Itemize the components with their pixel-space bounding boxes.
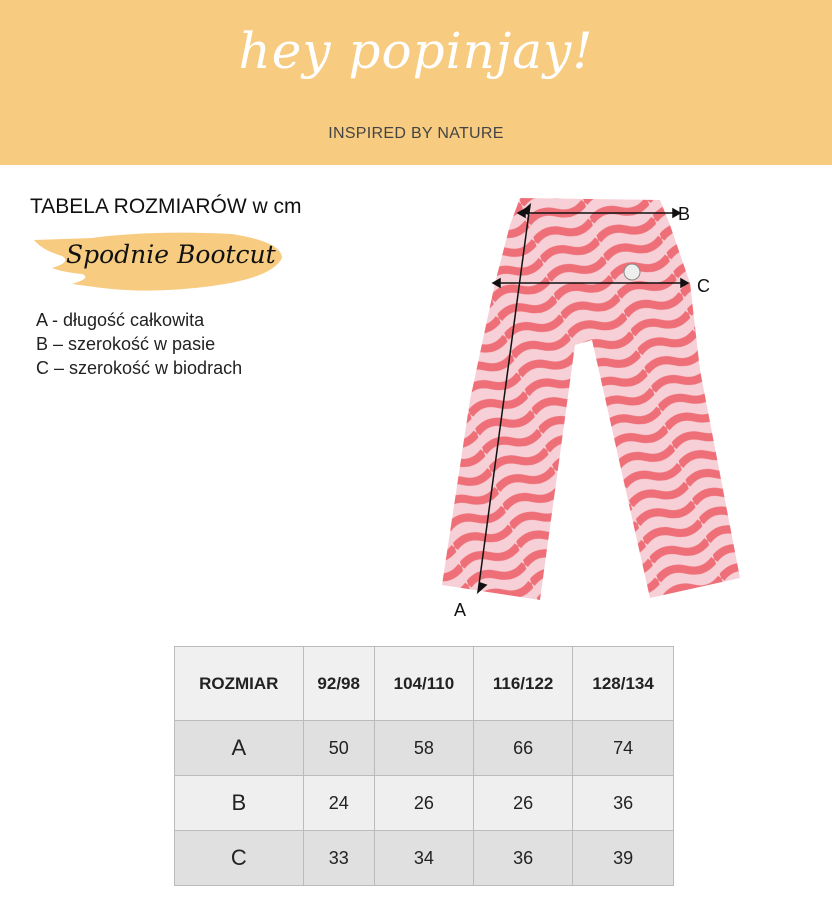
table-row (175, 721, 674, 776)
table-cell: 34 (374, 831, 473, 886)
header-cell: 92/98 (303, 647, 374, 721)
row-label: A (175, 721, 304, 776)
brand-logo: hey popinjay! (238, 22, 594, 80)
table-header-row (175, 647, 674, 721)
table-cell: 36 (474, 831, 573, 886)
pants-diagram (430, 190, 750, 610)
header-banner (0, 0, 832, 165)
table-row (175, 776, 674, 831)
header-cell: 104/110 (374, 647, 473, 721)
table-cell: 74 (573, 721, 674, 776)
label-c: C (697, 276, 710, 296)
legend-c: C – szerokość w biodrach (36, 358, 243, 378)
table-cell: 39 (573, 831, 674, 886)
page-title: TABELA ROZMIARÓW w cm (30, 195, 302, 218)
legend-a: A - długość całkowita (36, 310, 205, 330)
table-cell: 24 (303, 776, 374, 831)
header-cell: ROZMIAR (175, 647, 304, 721)
header-cell: 116/122 (474, 647, 573, 721)
pocket-badge (624, 264, 640, 280)
table-cell: 50 (303, 721, 374, 776)
label-a: A (454, 600, 467, 620)
legend-b: B – szerokość w pasie (36, 334, 216, 354)
pants-shape (442, 198, 740, 600)
row-label: B (175, 776, 304, 831)
table-cell: 66 (474, 721, 573, 776)
table-cell: 26 (374, 776, 473, 831)
table-row (175, 831, 674, 886)
header-cell: 128/134 (573, 647, 674, 721)
size-table (174, 646, 674, 886)
table-cell: 58 (374, 721, 473, 776)
table-cell: 33 (303, 831, 374, 886)
label-b: B (678, 204, 691, 224)
product-name: Spodnie Bootcut (66, 240, 276, 269)
row-label: C (175, 831, 304, 886)
table-cell: 36 (573, 776, 674, 831)
measurement-legend (36, 308, 242, 380)
brand-tagline: INSPIRED BY NATURE (328, 125, 504, 142)
table-cell: 26 (474, 776, 573, 831)
